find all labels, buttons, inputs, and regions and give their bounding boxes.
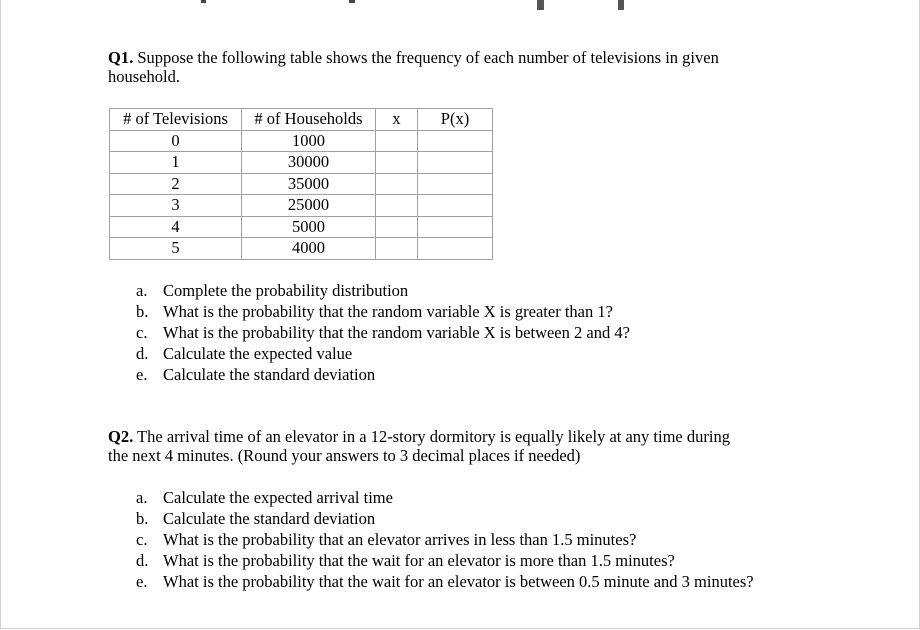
item-marker: a. [136,488,148,507]
table-header-row [110,109,493,131]
televisions-cell: 2 [110,173,242,195]
header-televisions: # of Televisions [110,109,242,131]
px-cell [418,152,493,174]
item-marker: a. [136,281,148,300]
item-marker: b. [136,302,149,321]
q2-subquestions [110,487,754,592]
item-marker: d. [136,344,149,363]
list-item [110,301,630,322]
q1-subquestions [110,280,630,385]
televisions-cell: 4 [110,216,242,238]
table-row [110,216,493,238]
list-item [110,508,754,529]
frequency-table [109,108,493,260]
table-row [110,195,493,217]
households-cell: 25000 [242,195,376,217]
item-text: Calculate the expected arrival time [163,488,393,507]
item-marker: b. [136,509,149,528]
q2-label: Q2. [108,427,134,446]
px-cell [418,130,493,152]
televisions-cell: 1 [110,152,242,174]
item-marker: e. [136,572,148,591]
q2-line1: The arrival time of an elevator in a 12-story dormitory is equally likely at any time during [137,427,730,446]
item-text: Calculate the standard deviation [163,509,376,528]
televisions-cell: 5 [110,238,242,260]
x-cell [376,152,418,174]
item-marker: e. [136,365,148,384]
item-marker: d. [136,551,149,570]
list-item [110,322,630,343]
px-cell [418,216,493,238]
item-text: What is the probability that the wait for an elevator is between 0.5 minute and 3 minutes? [163,572,754,591]
px-cell [418,173,493,195]
list-item [110,571,754,592]
header-x: x [376,109,418,131]
households-cell: 5000 [242,216,376,238]
list-item [110,529,754,550]
item-marker: c. [136,530,148,549]
televisions-cell: 3 [110,195,242,217]
list-item [110,364,630,385]
q1-line1: Suppose the following table shows the frequency of each number of televisions in given [137,48,719,67]
item-text: What is the probability that the random variable X is between 2 and 4? [163,323,630,342]
q2-prompt [108,427,828,465]
list-item [110,487,754,508]
item-text: Calculate the standard deviation [163,365,376,384]
item-text: What is the probability that the random variable X is greater than 1? [163,302,613,321]
table-row [110,130,493,152]
item-text: Complete the probability distribution [163,281,409,300]
table-row [110,238,493,260]
q1-label: Q1. [108,48,134,67]
q1-line2: household. [108,67,180,86]
x-cell [376,216,418,238]
list-item [110,550,754,571]
cropped-text-remnants [0,0,920,10]
header-households: # of Households [242,109,376,131]
x-cell [376,130,418,152]
px-cell [418,195,493,217]
households-cell: 1000 [242,130,376,152]
x-cell [376,238,418,260]
x-cell [376,195,418,217]
item-text: Calculate the expected value [163,344,353,363]
table-row [110,152,493,174]
televisions-cell: 0 [110,130,242,152]
header-px: P(x) [418,109,493,131]
q1-prompt [108,48,828,86]
item-marker: c. [136,323,148,342]
list-item [110,343,630,364]
item-text: What is the probability that an elevator arrives in less than 1.5 minutes? [163,530,637,549]
q2-line2: the next 4 minutes. (Round your answers to 3 decimal places if needed) [108,446,581,465]
households-cell: 4000 [242,238,376,260]
item-text: What is the probability that the wait for an elevator is more than 1.5 minutes? [163,551,675,570]
households-cell: 35000 [242,173,376,195]
households-cell: 30000 [242,152,376,174]
x-cell [376,173,418,195]
table-row [110,173,493,195]
px-cell [418,238,493,260]
list-item [110,280,630,301]
